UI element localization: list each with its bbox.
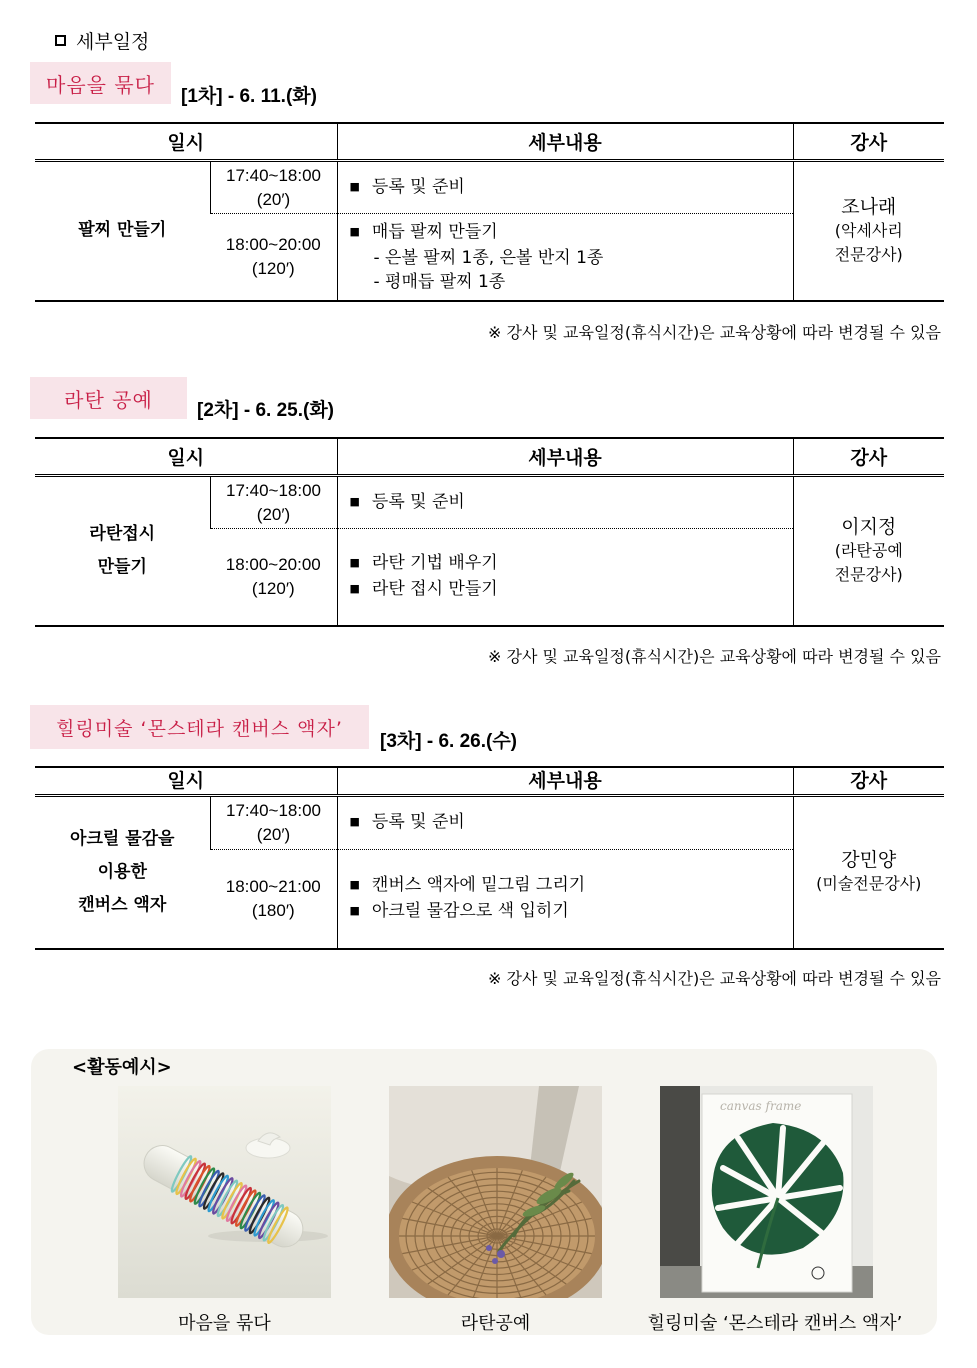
instructor-name: 이지정 — [841, 515, 897, 538]
section-1-date: [1차] - 6. 11.(화) — [181, 86, 317, 107]
schedule-note: ※ 강사 및 교육일정(휴식시간)은 교육상황에 따라 변경될 수 있음 — [488, 647, 941, 666]
content-cell: ■ 등록 및 준비 — [337, 161, 793, 214]
section-heading — [55, 27, 149, 54]
section-1-tag: 마음을 묶다 — [30, 62, 171, 104]
bracelet-photo — [118, 1086, 331, 1298]
schedule-table-3 — [35, 766, 944, 950]
instructor-name: 조나래 — [841, 195, 897, 218]
time-cell: 17:40~18:00 (20′) — [210, 476, 337, 529]
program-name: 팔찌 만들기 — [35, 161, 210, 301]
header-content: 세부내용 — [337, 767, 793, 796]
heading-text: 세부일정 — [76, 31, 150, 53]
instructor-role: (악세사리 — [834, 220, 903, 240]
schedule-note: ※ 강사 및 교육일정(휴식시간)은 교육상황에 따라 변경될 수 있음 — [488, 323, 941, 342]
header-datetime: 일시 — [35, 438, 337, 476]
table-header-row — [35, 438, 944, 476]
time-cell: 18:00~20:00 (120′) — [210, 529, 337, 626]
schedule-table-2 — [35, 437, 944, 627]
caption-monstera: 힐링미술 ‘몬스테라 캔버스 액자’ — [647, 1313, 903, 1334]
section-2-date: [2차] - 6. 25.(화) — [197, 400, 335, 421]
header-content: 세부내용 — [337, 438, 793, 476]
instructor-role: (미술전문강사) — [816, 874, 922, 894]
table-row — [35, 161, 944, 214]
instructor-cell — [793, 476, 944, 626]
section-3-date: [3차] - 6. 26.(수) — [380, 731, 518, 752]
checkbox-square-icon — [55, 35, 66, 46]
time-cell: 18:00~21:00 (180′) — [210, 850, 337, 949]
instructor-cell — [793, 161, 944, 301]
program-name: 라탄접시 만들기 — [35, 476, 210, 626]
content-cell: ■ 등록 및 준비 — [337, 796, 793, 850]
activity-examples-title: <활동예시> — [72, 1057, 172, 1078]
schedule-note: ※ 강사 및 교육일정(휴식시간)은 교육상황에 따라 변경될 수 있음 — [488, 969, 941, 988]
table-row — [35, 796, 944, 850]
table-header-row — [35, 767, 944, 796]
time-cell: 17:40~18:00 (20′) — [210, 161, 337, 214]
header-content: 세부내용 — [337, 123, 793, 161]
instructor-name: 강민양 — [841, 849, 897, 872]
section-2-tag: 라탄 공예 — [30, 377, 187, 419]
schedule-table-1 — [35, 122, 944, 302]
table-row — [35, 476, 944, 529]
caption-rattan: 라탄공예 — [460, 1313, 531, 1334]
header-instructor: 강사 — [793, 123, 944, 161]
program-name: 아크릴 물감을 이용한 캔버스 액자 — [35, 796, 210, 949]
time-cell: 17:40~18:00 (20′) — [210, 796, 337, 850]
instructor-role: (라탄공예 — [834, 540, 903, 560]
content-cell: ■ 라탄 기법 배우기 ■ 라탄 접시 만들기 — [337, 529, 793, 626]
content-cell: ■ 등록 및 준비 — [337, 476, 793, 529]
header-datetime: 일시 — [35, 123, 337, 161]
instructor-role: 전문강사) — [834, 244, 903, 264]
monstera-canvas-photo — [660, 1086, 873, 1298]
caption-bracelet: 마음을 묶다 — [178, 1313, 271, 1334]
instructor-cell — [793, 796, 944, 949]
time-cell: 18:00~20:00 (120′) — [210, 214, 337, 301]
header-datetime: 일시 — [35, 767, 337, 796]
content-cell: ■ 매듭 팔찌 만들기 - 은볼 팔찌 1종, 은볼 반지 1종 - 평매듭 팔찌 1종 — [337, 214, 793, 301]
instructor-role: 전문강사) — [834, 564, 903, 584]
header-instructor: 강사 — [793, 767, 944, 796]
header-instructor: 강사 — [793, 438, 944, 476]
content-cell: ■ 캔버스 액자에 밑그림 그리기 ■ 아크릴 물감으로 색 입히기 — [337, 850, 793, 949]
rattan-photo — [389, 1086, 602, 1298]
section-3-tag: 힐링미술 ‘몬스테라 캔버스 액자’ — [30, 705, 369, 749]
canvas-script-text: canvas frame — [720, 1099, 802, 1113]
table-header-row — [35, 123, 944, 161]
